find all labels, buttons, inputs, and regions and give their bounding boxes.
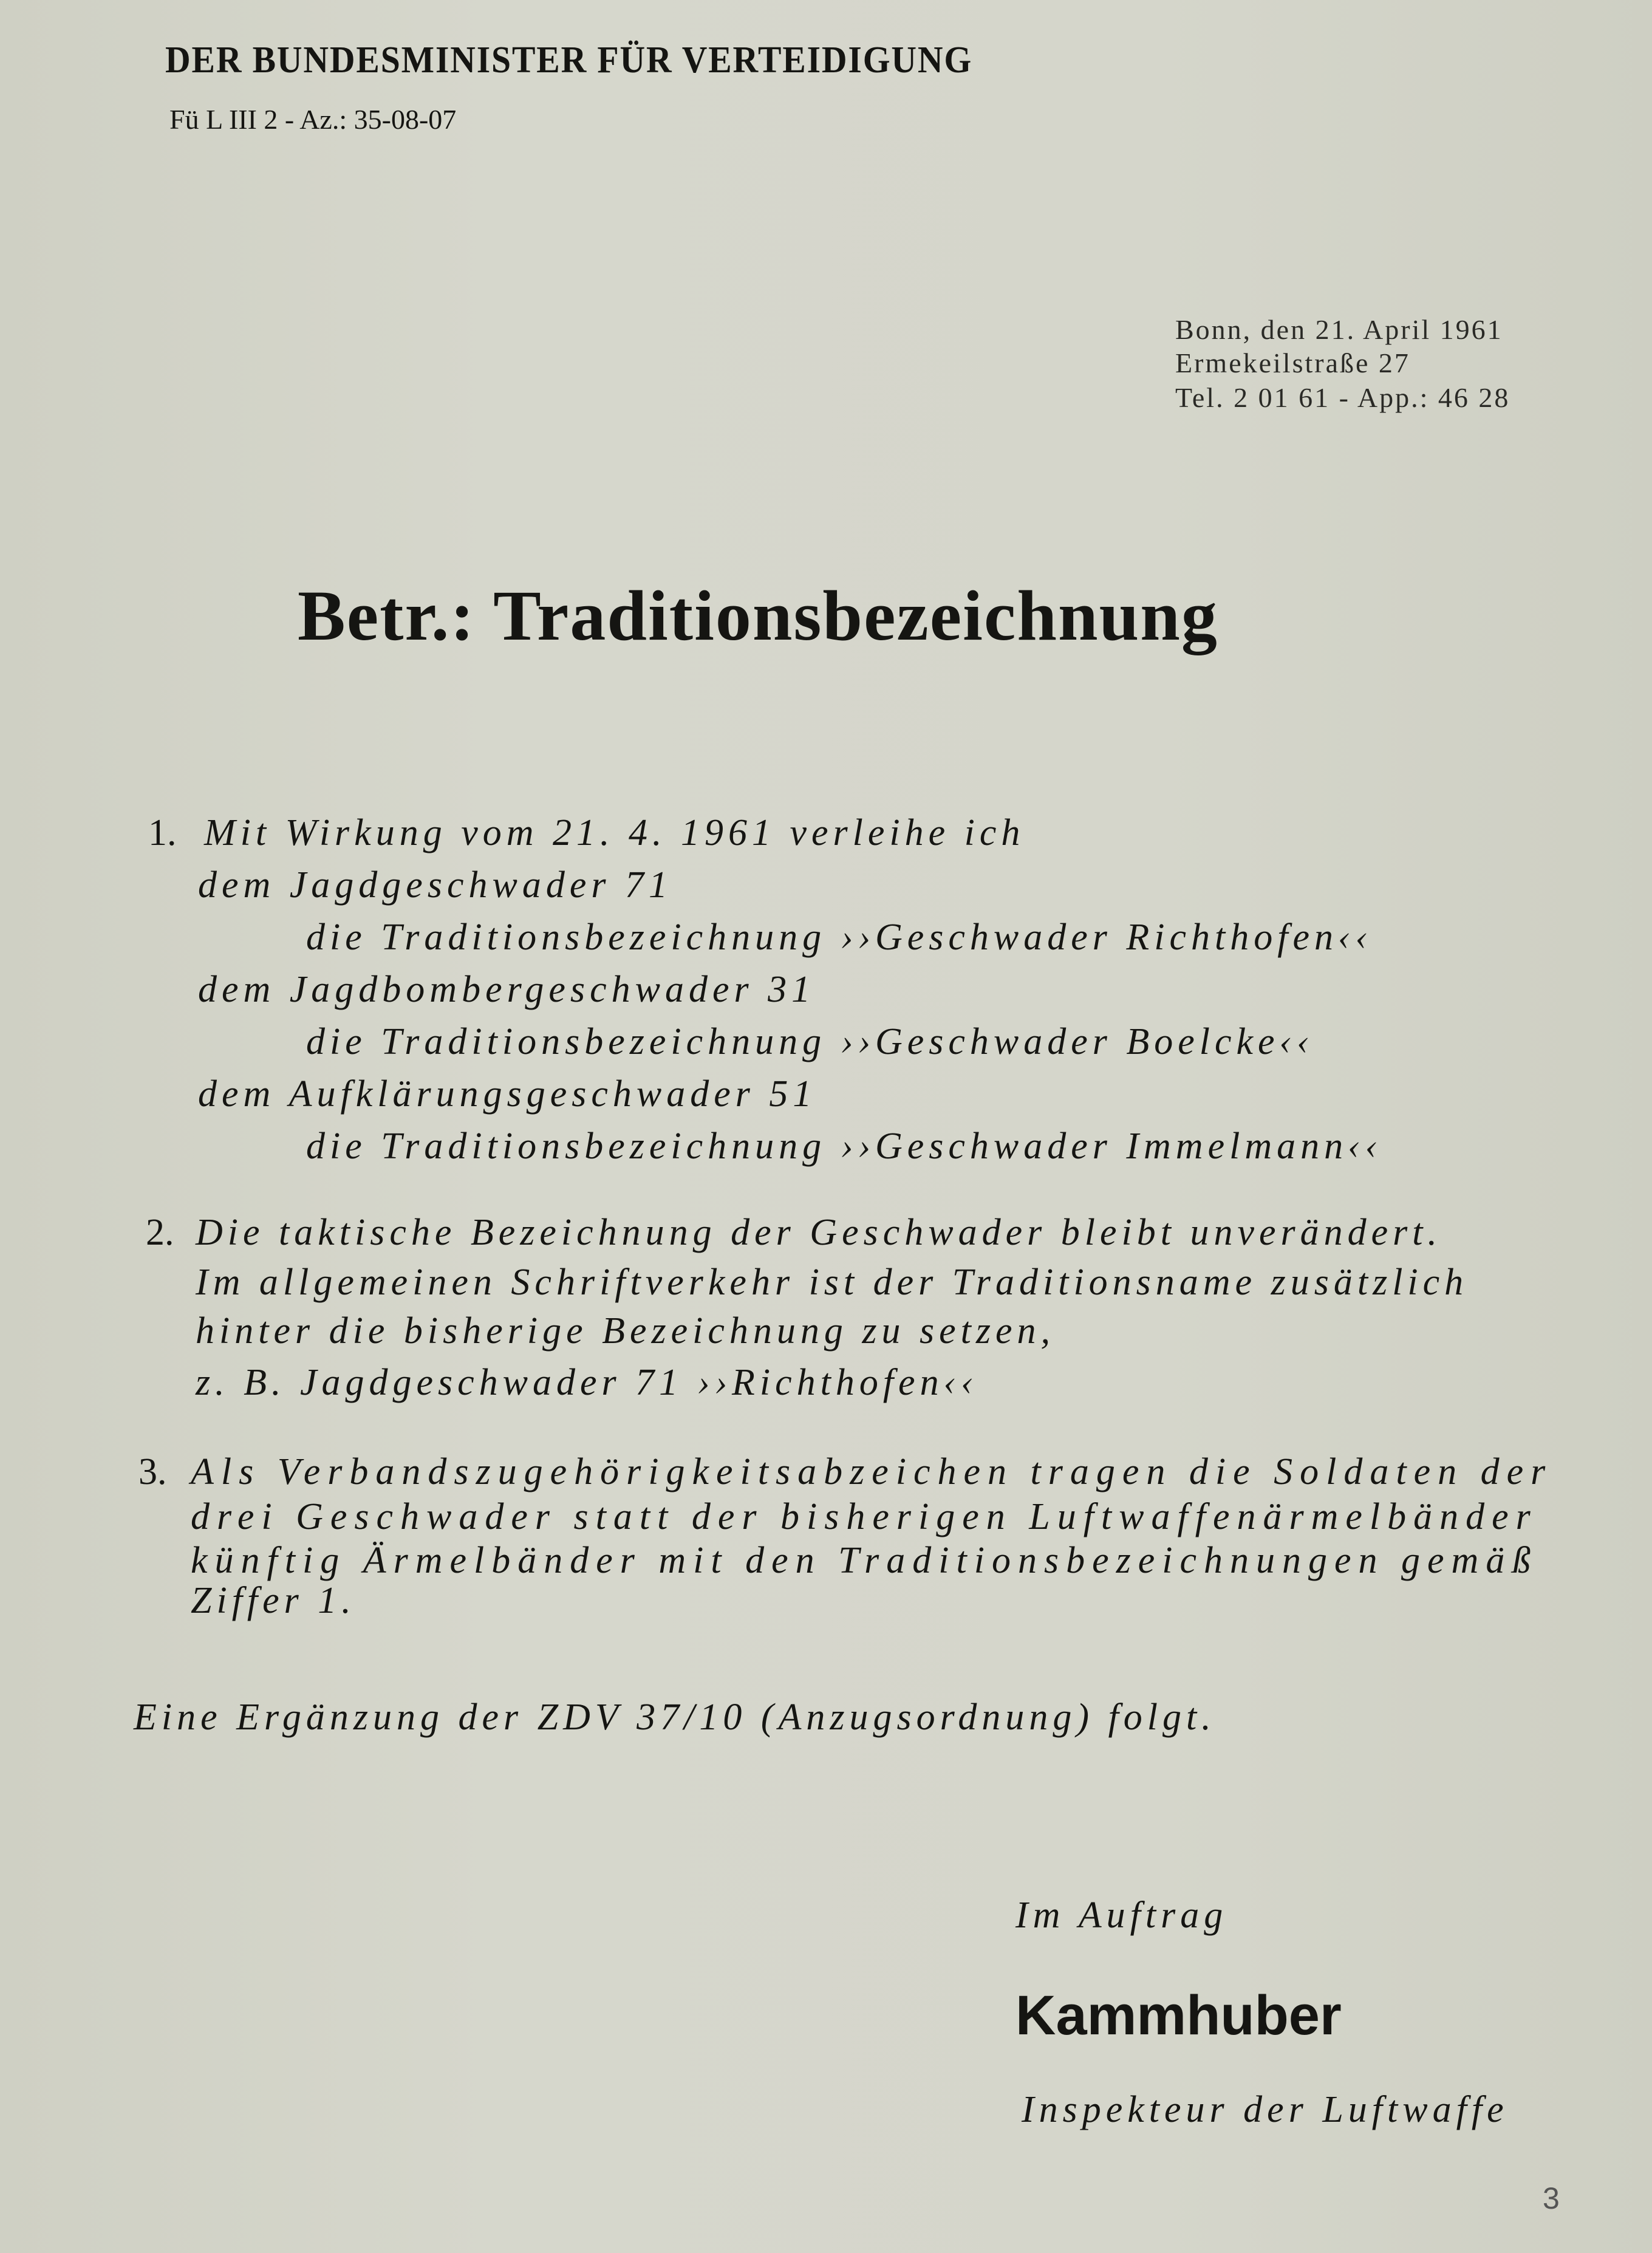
item-line: dem Jagdgeschwader 71 [198, 864, 672, 906]
item-line: hinter die bisherige Bezeichnung zu setzen, [196, 1310, 1056, 1352]
item-line: Ziffer 1. [191, 1580, 356, 1621]
signatory-title: Inspekteur der Luftwaffe [1022, 2089, 1509, 2130]
reference-number: Fü L III 2 - Az.: 35-08-07 [169, 104, 457, 135]
closing-note: Eine Ergänzung der ZDV 37/10 (Anzugsordnung) folgt. [134, 1697, 1216, 1738]
on-behalf-label: Im Auftrag [1015, 1895, 1228, 1936]
item-line: dem Aufklärungsgeschwader 51 [198, 1073, 817, 1115]
item-line: drei Geschwader statt der bisherigen Luftwaffenärmelbänder [191, 1496, 1538, 1537]
ministry-heading: DER BUNDESMINISTER FÜR VERTEIDIGUNG [165, 39, 973, 81]
item-line: z. B. Jagdgeschwader 71 ››Richthofen‹‹ [196, 1362, 978, 1403]
item-line: Im allgemeinen Schriftverkehr ist der Traditionsname zusätzlich [196, 1262, 1469, 1303]
item-line: Als Verbandszugehörigkeitsabzeichen tragen die Soldaten der [191, 1451, 1553, 1492]
page-number: 3 [1543, 2181, 1560, 2215]
item-line: dem Jagdbombergeschwader 31 [198, 969, 816, 1010]
item-line: Die taktische Bezeichnung der Geschwader bleibt unverändert. [196, 1212, 1442, 1253]
item-line: Mit Wirkung vom 21. 4. 1961 verleihe ich [204, 812, 1025, 853]
item-line: die Traditionsbezeichnung ››Geschwader Richthofen‹‹ [306, 917, 1373, 958]
subject-title: Betr.: Traditionsbezeichnung [298, 576, 1218, 655]
item-line: die Traditionsbezeichnung ››Geschwader Boelcke‹‹ [306, 1021, 1314, 1062]
signatory-name: Kammhuber [1015, 1985, 1342, 2046]
item-line: die Traditionsbezeichnung ››Geschwader Immelmann‹‹ [306, 1126, 1383, 1167]
item-number: 2. [146, 1212, 174, 1253]
item-line: künftig Ärmelbänder mit den Traditionsbezeichnungen gemäß [191, 1540, 1538, 1581]
item-number: 3. [138, 1451, 167, 1492]
street-address: Ermekeilstraße 27 [1175, 347, 1410, 378]
phone-number: Tel. 2 01 61 - App.: 46 28 [1175, 382, 1510, 413]
item-number: 1. [148, 812, 177, 853]
place-date: Bonn, den 21. April 1961 [1175, 314, 1503, 345]
